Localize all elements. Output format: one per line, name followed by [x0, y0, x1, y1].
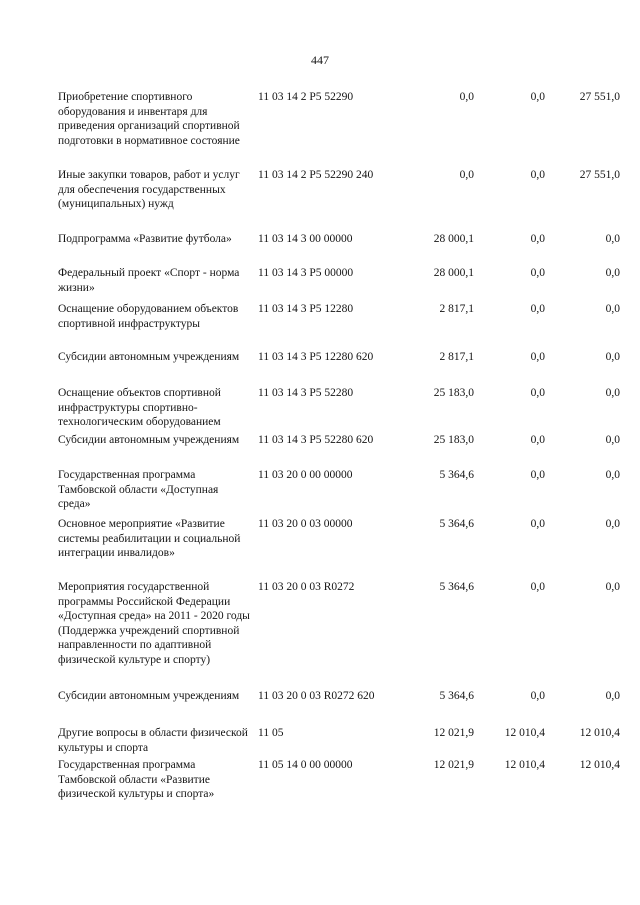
row-value-2: 0,0 [530, 267, 545, 279]
row-code: 11 03 14 2 P5 52290 240 [258, 169, 374, 181]
row-value-2: 0,0 [530, 434, 545, 446]
row-value-1: 2 817,1 [439, 303, 474, 315]
row-value-1: 0,0 [459, 91, 474, 103]
row-value-1: 28 000,1 [433, 233, 474, 245]
row-value-3: 0,0 [605, 233, 620, 245]
row-code: 11 03 14 3 P5 12280 [258, 303, 354, 315]
row-code: 11 03 20 0 03 R0272 [258, 581, 355, 593]
row-code: 11 03 20 0 00 00000 [258, 469, 353, 481]
row-code: 11 05 14 0 00 00000 [258, 759, 353, 771]
row-code: 11 03 14 3 P5 12280 620 [258, 351, 374, 363]
row-value-3: 0,0 [605, 351, 620, 363]
row-value-3: 12 010,4 [579, 727, 620, 739]
row-name: Подпрограмма «Развитие футбола» [58, 233, 232, 245]
row-name: Оснащение оборудованием объектов спортивной инфраструктуры [58, 303, 239, 330]
row-name: Иные закупки товаров, работ и услуг для обеспечения государственных (муниципальных) нужд [58, 169, 240, 210]
row-name: Федеральный проект «Спорт - норма жизни» [58, 267, 240, 294]
row-code: 11 03 14 3 00 00000 [258, 233, 353, 245]
row-value-3: 12 010,4 [579, 759, 620, 771]
row-value-1: 12 021,9 [433, 727, 474, 739]
row-value-3: 0,0 [605, 387, 620, 399]
row-value-3: 0,0 [605, 469, 620, 481]
row-value-3: 27 551,0 [579, 169, 620, 181]
row-value-2: 0,0 [530, 581, 545, 593]
row-value-2: 0,0 [530, 91, 545, 103]
row-code: 11 03 14 3 P5 52280 [258, 387, 354, 399]
row-value-3: 27 551,0 [579, 91, 620, 103]
row-code: 11 03 14 3 P5 00000 [258, 267, 354, 279]
row-value-3: 0,0 [605, 434, 620, 446]
row-value-1: 25 183,0 [433, 387, 474, 399]
row-value-1: 5 364,6 [439, 518, 474, 530]
row-value-1: 2 817,1 [439, 351, 474, 363]
page-number: 447 [311, 53, 329, 67]
row-value-1: 28 000,1 [433, 267, 474, 279]
row-value-1: 5 364,6 [439, 581, 474, 593]
row-name: Субсидии автономным учреждениям [58, 434, 240, 446]
row-name: Государственная программа Тамбовской области «Доступная среда» [58, 469, 219, 510]
row-name: Мероприятия государственной программы Российской Федерации «Доступная среда» на 2011 - 2020 годы (Поддержка учреждений спортивной направленности по адаптивной физической культуре и спорту) [58, 581, 250, 666]
row-value-2: 0,0 [530, 387, 545, 399]
row-code: 11 03 14 3 P5 52280 620 [258, 434, 374, 446]
row-value-2: 12 010,4 [504, 759, 545, 771]
row-code: 11 03 20 0 03 00000 [258, 518, 353, 530]
row-name: Приобретение спортивного оборудования и инвентаря для приведения организаций спортивной подготовки в нормативное состояние [58, 91, 240, 147]
row-name: Субсидии автономным учреждениям [58, 690, 240, 702]
row-value-2: 0,0 [530, 469, 545, 481]
row-value-3: 0,0 [605, 267, 620, 279]
row-name: Основное мероприятие «Развитие системы реабилитации и социальной интеграции инвалидов» [58, 518, 241, 559]
row-value-3: 0,0 [605, 518, 620, 530]
row-name: Государственная программа Тамбовской области «Развитие физической культуры и спорта» [58, 759, 215, 800]
row-code: 11 03 20 0 03 R0272 620 [258, 690, 375, 702]
row-value-1: 12 021,9 [433, 759, 474, 771]
row-name: Субсидии автономным учреждениям [58, 351, 240, 363]
row-value-3: 0,0 [605, 303, 620, 315]
row-value-1: 25 183,0 [433, 434, 474, 446]
row-code: 11 05 [258, 727, 284, 739]
row-value-2: 0,0 [530, 303, 545, 315]
row-value-2: 0,0 [530, 690, 545, 702]
row-name: Другие вопросы в области физической культуры и спорта [58, 727, 248, 754]
row-value-2: 12 010,4 [504, 727, 545, 739]
row-value-1: 5 364,6 [439, 469, 474, 481]
row-value-2: 0,0 [530, 169, 545, 181]
row-value-1: 5 364,6 [439, 690, 474, 702]
row-value-3: 0,0 [605, 690, 620, 702]
row-code: 11 03 14 2 P5 52290 [258, 91, 354, 103]
row-value-3: 0,0 [605, 581, 620, 593]
row-value-2: 0,0 [530, 233, 545, 245]
row-value-2: 0,0 [530, 351, 545, 363]
row-value-1: 0,0 [459, 169, 474, 181]
row-name: Оснащение объектов спортивной инфраструктуры спортивно-технологическим оборудованием [58, 387, 221, 428]
row-value-2: 0,0 [530, 518, 545, 530]
